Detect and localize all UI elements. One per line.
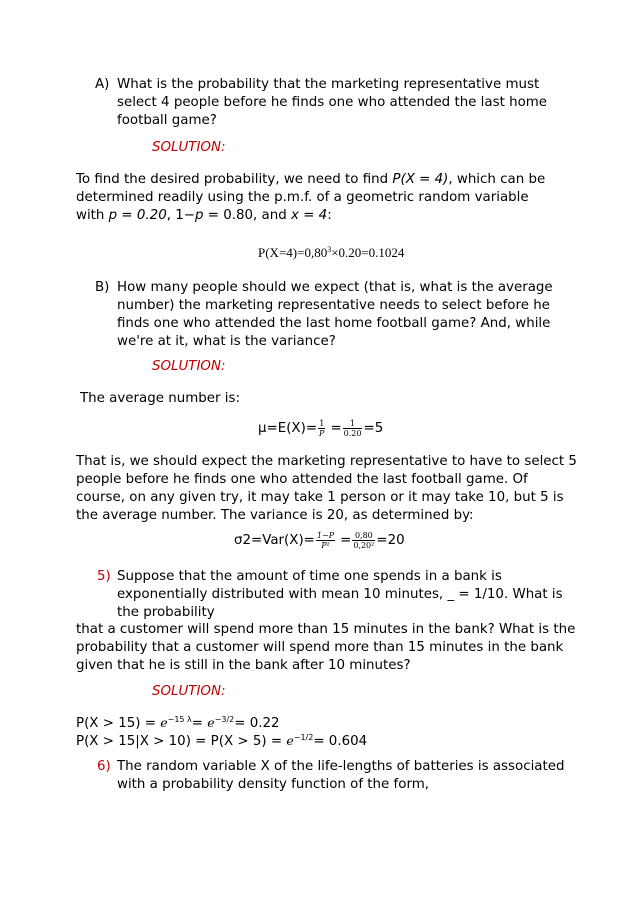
question-6-number: 6)	[97, 759, 111, 774]
variance-formula: σ2=Var(X)= $\frac{1-P}{\text{P²}}$ = $\frac{0,80}{\text{0,20²}}$ =20	[234, 530, 405, 550]
conclusion-line-4: the average number. The variance is 20, as determined by:	[76, 508, 474, 523]
question-5-equation-2: $P(X > 15|X > 10) = P(X > 5) = e^{-1/2}= 0.604$	[76, 733, 368, 749]
part-b-question-line-3: finds one who attended the last home football game? And, while	[117, 316, 551, 331]
question-6-line-2: with a probability density function of the form,	[117, 777, 430, 792]
fraction-1-over-p: $\frac{1}{P}$	[319, 418, 325, 438]
part-a-explain-line-2: determined readily using the p.m.f. of a geometric random variable	[76, 190, 529, 205]
fraction-080-over-020sq: $\frac{0,80}{\text{0,20²}}$	[353, 530, 375, 550]
part-b-question-line-4: we're at it, what is the variance?	[117, 334, 336, 349]
part-b-solution-label: SOLUTION:	[152, 359, 226, 374]
fraction-1-over-020: $\frac{1}{0.20}$	[343, 418, 362, 438]
conclusion-line-2: people before he finds one who attended the last football game. Of	[76, 472, 528, 487]
average-intro: The average number is:	[80, 391, 240, 406]
part-a-explain-line-3: with p = 0.20, 1−p = 0.80, and x = 4:	[76, 208, 332, 223]
part-a-solution-label: SOLUTION:	[152, 140, 226, 155]
question-5-cont-line-1: that a customer will spend more than 15 minutes in the bank? What is the	[76, 622, 576, 637]
question-5-line-1: Suppose that the amount of time one spends in a bank is	[117, 569, 502, 584]
part-a-explain-line-1: To find the desired probability, we need to find P(X = 4), which can be	[76, 172, 546, 187]
question-5-cont-line-3: given that he is still in the bank after 10 minutes?	[76, 658, 411, 673]
question-5-line-3: the probability	[117, 605, 215, 620]
part-a-formula: $P(X=4)=0,80^3\times 0.20=0.1024$	[258, 245, 405, 260]
conclusion-line-1: That is, we should expect the marketing representative to have to select 5	[76, 454, 577, 469]
mean-formula: μ=E(X)= $\frac{1}{P}$ = $\frac{1}{0.20}$ =5	[258, 418, 384, 438]
question-5-solution-label: SOLUTION:	[152, 684, 226, 699]
question-5-cont-line-2: probability that a customer will spend more than 15 minutes in the bank	[76, 640, 564, 655]
question-5-equation-1: $P(X > 15) = e^{-15 \lambda}= e^{-3/2}= 0.22$	[76, 715, 280, 731]
part-a-question-line-1: What is the probability that the marketing representative must	[117, 77, 540, 92]
question-6-line-1: The random variable X of the life-lengths of batteries is associated	[117, 759, 565, 774]
part-b-question-line-1: How many people should we expect (that is, what is the average	[117, 280, 553, 295]
part-a-question-line-2: select 4 people before he finds one who attended the last home	[117, 95, 548, 110]
part-a-label: A)	[95, 77, 110, 92]
part-b-question-line-2: number) the marketing representative needs to select before he	[117, 298, 550, 313]
fraction-1-minus-p-over-p2: $\frac{1-P}{\text{P²}}$	[316, 530, 335, 550]
conclusion-line-3: course, on any given try, it may take 1 person or it may take 10, but 5 is	[76, 490, 564, 505]
part-a-question-line-3: football game?	[117, 113, 217, 128]
question-5-line-2: exponentially distributed with mean 10 minutes, _ = 1/10. What is	[117, 587, 563, 602]
question-5-number: 5)	[97, 569, 111, 584]
part-b-label: B)	[95, 280, 110, 295]
